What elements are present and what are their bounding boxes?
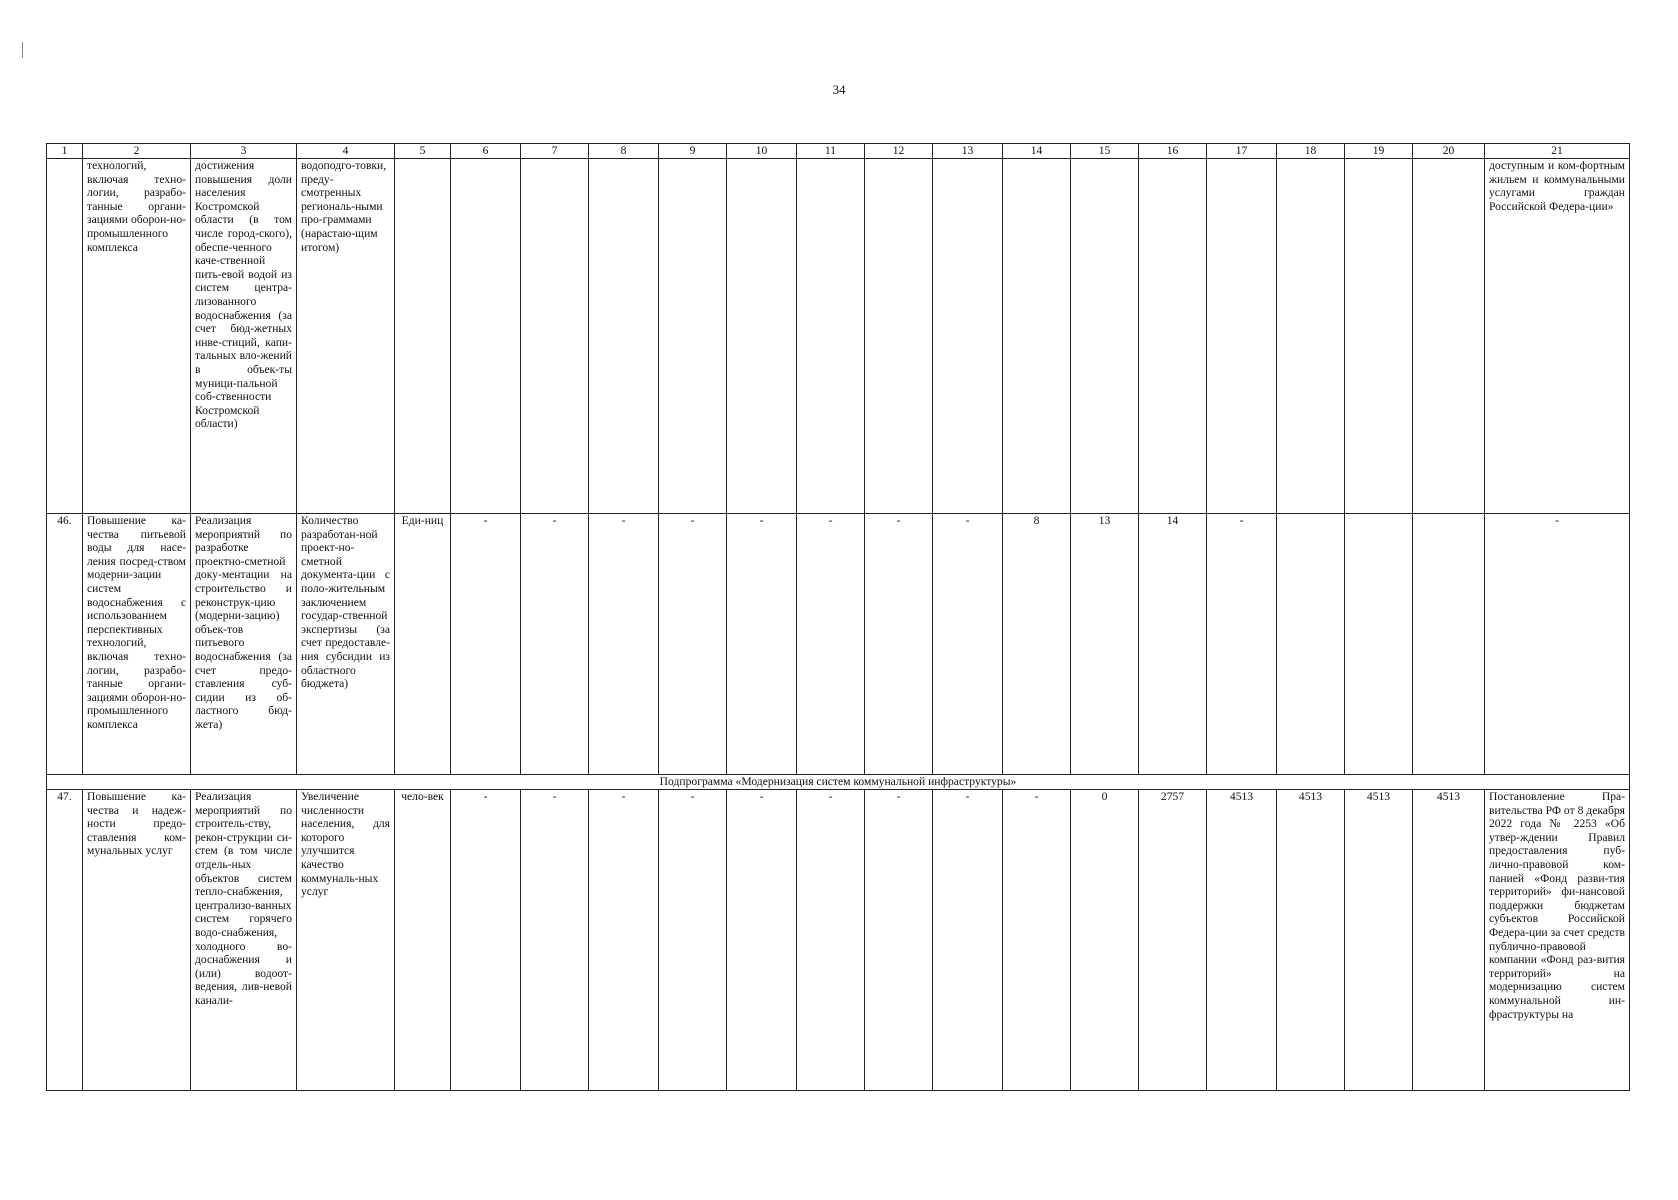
value-cell bbox=[521, 159, 589, 514]
measure-cell: Реализация мероприятий по строитель-ству, рекон-струкции си-стем (в том числе отдель-ных объектов систем тепло-снабжения, централизо-ванных систем горячего водо-снабжения, холодного во-доснабжения и (или) водоот-ведения, лив-невой канали- bbox=[191, 790, 297, 1091]
value-cell bbox=[589, 159, 659, 514]
source-cell: - bbox=[1485, 514, 1630, 775]
value-cell: - bbox=[797, 790, 865, 1091]
indicator-cell: водоподго-товки, преду-смотренных региональ-ными про-граммами (нарастаю-щим итогом) bbox=[297, 159, 395, 514]
header-cell: 6 bbox=[451, 144, 521, 159]
value-cell: 13 bbox=[1071, 514, 1139, 775]
value-cell bbox=[933, 159, 1003, 514]
header-cell: 5 bbox=[395, 144, 451, 159]
unit-cell bbox=[395, 159, 451, 514]
header-cell: 17 bbox=[1207, 144, 1277, 159]
value-cell bbox=[1071, 159, 1139, 514]
value-cell bbox=[1413, 514, 1485, 775]
value-cell bbox=[797, 159, 865, 514]
unit-cell: Еди-ниц bbox=[395, 514, 451, 775]
value-cell: - bbox=[1207, 514, 1277, 775]
value-cell: 14 bbox=[1139, 514, 1207, 775]
header-cell: 21 bbox=[1485, 144, 1630, 159]
value-cell: - bbox=[521, 790, 589, 1091]
row-number-cell: 47. bbox=[47, 790, 83, 1091]
value-cell: - bbox=[521, 514, 589, 775]
value-cell: - bbox=[727, 514, 797, 775]
header-cell: 8 bbox=[589, 144, 659, 159]
value-cell: - bbox=[797, 514, 865, 775]
value-cell: 8 bbox=[1003, 514, 1071, 775]
value-cell bbox=[451, 159, 521, 514]
value-cell bbox=[1413, 159, 1485, 514]
value-cell: - bbox=[865, 790, 933, 1091]
header-cell: 1 bbox=[47, 144, 83, 159]
value-cell: - bbox=[727, 790, 797, 1091]
value-cell: 4513 bbox=[1207, 790, 1277, 1091]
header-cell: 15 bbox=[1071, 144, 1139, 159]
scan-margin-mark bbox=[22, 42, 23, 58]
header-cell: 19 bbox=[1345, 144, 1413, 159]
value-cell: 0 bbox=[1071, 790, 1139, 1091]
value-cell: 4513 bbox=[1413, 790, 1485, 1091]
value-cell: - bbox=[659, 790, 727, 1091]
value-cell bbox=[1277, 514, 1345, 775]
header-cell: 13 bbox=[933, 144, 1003, 159]
header-cell: 14 bbox=[1003, 144, 1071, 159]
header-cell: 7 bbox=[521, 144, 589, 159]
indicator-cell: Увеличение численности населения, для которого улучшится качество коммуналь-ных услуг bbox=[297, 790, 395, 1091]
indicators-table bbox=[46, 143, 1630, 1091]
value-cell bbox=[1345, 514, 1413, 775]
header-cell: 18 bbox=[1277, 144, 1345, 159]
value-cell: - bbox=[589, 514, 659, 775]
header-cell: 2 bbox=[83, 144, 191, 159]
value-cell: - bbox=[451, 514, 521, 775]
value-cell: - bbox=[1003, 790, 1071, 1091]
value-cell: 4513 bbox=[1277, 790, 1345, 1091]
value-cell: - bbox=[933, 790, 1003, 1091]
value-cell: - bbox=[933, 514, 1003, 775]
value-cell bbox=[1139, 159, 1207, 514]
value-cell bbox=[1345, 159, 1413, 514]
unit-cell: чело-век bbox=[395, 790, 451, 1091]
column-number-header-row bbox=[47, 144, 1630, 159]
header-cell: 11 bbox=[797, 144, 865, 159]
header-cell: 12 bbox=[865, 144, 933, 159]
table-row-47 bbox=[47, 790, 1630, 1091]
value-cell bbox=[865, 159, 933, 514]
source-cell: доступным и ком-фортным жильем и коммунальными услугами граждан Российской Федера-ции» bbox=[1485, 159, 1630, 514]
source-cell: Постановление Пра-вительства РФ от 8 декабря 2022 года № 2253 «Об утвер-ждении Правил предоставления пуб-лично-правовой ком-панией «Фонд разви-тия территорий» фи-нансовой поддержки бюджетам субъектов Российской Федера-ции за счет средств публично-правовой компании «Фонд раз-вития территорий» на модернизацию систем коммунальной ин-фраструктуры на bbox=[1485, 790, 1630, 1091]
subprogram-title: Подпрограмма «Модернизация систем коммунальной инфраструктуры» bbox=[47, 775, 1630, 790]
value-cell bbox=[1207, 159, 1277, 514]
value-cell: - bbox=[659, 514, 727, 775]
row-number-cell bbox=[47, 159, 83, 514]
header-cell: 10 bbox=[727, 144, 797, 159]
header-cell: 3 bbox=[191, 144, 297, 159]
measure-cell: достижения повышения доли населения Костромской области (в том числе город-ского), обеспе-ченного каче-ственной пить-евой водой из систем центра-лизованного водоснабжения (за счет бюд-жетных инве-стиций, капи-тальных вло-жений в объек-ты муници-пальной соб-ственности Костромской области) bbox=[191, 159, 297, 514]
goal-cell: технологий, включая техно-логии, разрабо-танные органи-зациями оборон-но-промышленного комплекса bbox=[83, 159, 191, 514]
table-row-continued bbox=[47, 159, 1630, 514]
value-cell bbox=[1277, 159, 1345, 514]
measure-cell: Реализация мероприятий по разработке проектно-сметной доку-ментации на строительство и реконструк-цию (модерни-зацию) объек-тов питьевого водоснабжения (за счет предо-ставления суб-сидии из об-ластного бюд-жета) bbox=[191, 514, 297, 775]
goal-cell: Повышение ка-чества и надеж-ности предо-ставления ком-мунальных услуг bbox=[83, 790, 191, 1091]
value-cell: - bbox=[451, 790, 521, 1091]
header-cell: 4 bbox=[297, 144, 395, 159]
indicator-cell: Количество разработан-ной проект-но-сметной документа-ции с поло-жительным заключением государ-ственной экспертизы (за счет предоставле-ния субсидии из областного бюджета) bbox=[297, 514, 395, 775]
row-number-cell: 46. bbox=[47, 514, 83, 775]
subprogram-row bbox=[47, 775, 1630, 790]
header-cell: 20 bbox=[1413, 144, 1485, 159]
goal-cell: Повышение ка-чества питьевой воды для насе-ления посред-ством модерни-зации систем водоснабжения с использованием перспективных технологий, включая техно-логии, разрабо-танные органи-зациями оборон-но-промышленного комплекса bbox=[83, 514, 191, 775]
page-number: 34 bbox=[832, 82, 846, 97]
value-cell bbox=[727, 159, 797, 514]
value-cell: 2757 bbox=[1139, 790, 1207, 1091]
value-cell: 4513 bbox=[1345, 790, 1413, 1091]
table-row-46 bbox=[47, 514, 1630, 775]
value-cell: - bbox=[589, 790, 659, 1091]
value-cell bbox=[659, 159, 727, 514]
value-cell bbox=[1003, 159, 1071, 514]
header-cell: 9 bbox=[659, 144, 727, 159]
header-cell: 16 bbox=[1139, 144, 1207, 159]
value-cell: - bbox=[865, 514, 933, 775]
